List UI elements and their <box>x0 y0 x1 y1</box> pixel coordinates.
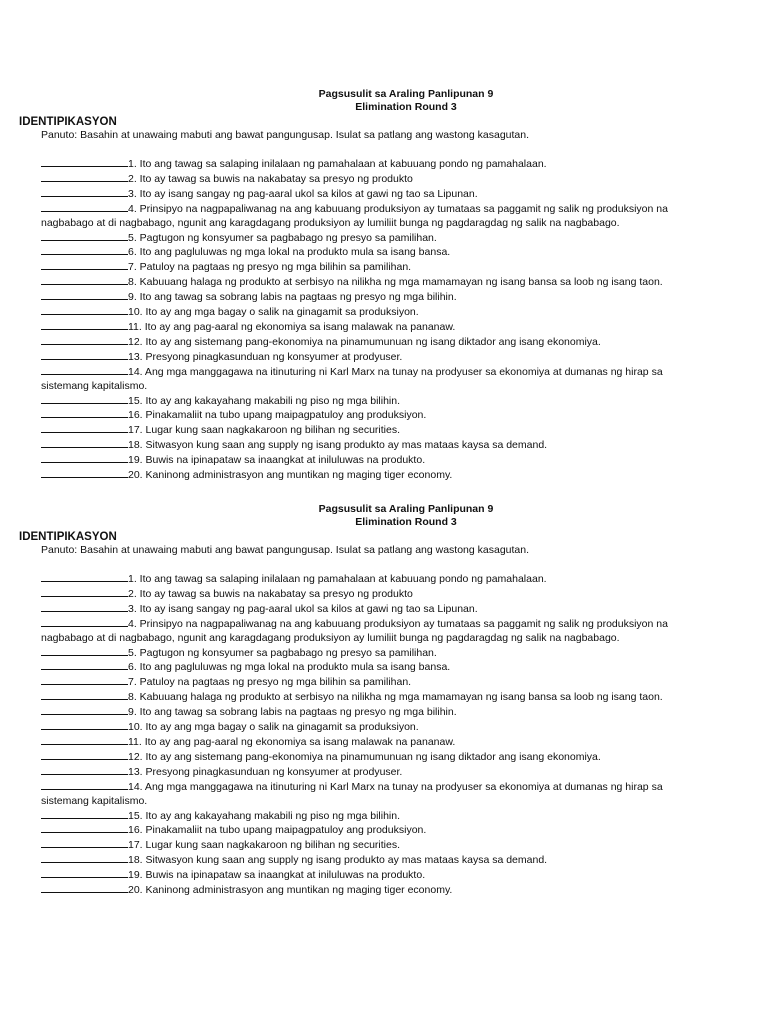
question-item <box>41 365 721 380</box>
question-text: 2. Ito ay tawag sa buwis na nakabatay sa presyo ng produkto <box>128 172 413 185</box>
answer-blank[interactable] <box>41 750 128 760</box>
answer-blank[interactable] <box>41 275 128 285</box>
question-item <box>41 602 721 617</box>
question-item <box>41 453 721 468</box>
question-item <box>41 720 721 735</box>
answer-blank[interactable] <box>41 617 128 627</box>
question-text: 1. Ito ang tawag sa salaping inilalaan ng pamahalaan at kabuuang pondo ng pamahalaan. <box>128 573 547 585</box>
answer-blank[interactable] <box>41 260 128 270</box>
question-item <box>41 157 721 172</box>
question-item <box>41 468 721 483</box>
answer-blank[interactable] <box>41 720 128 730</box>
question-item <box>41 617 721 632</box>
answer-blank[interactable] <box>41 187 128 197</box>
question-item <box>41 853 721 868</box>
question-text: 8. Kabuuang halaga ng produkto at serbisyo na nilikha ng mga mamamayan ng isang bansa sa loob ng isang taon. <box>128 276 663 289</box>
question-text: 9. Ito ang tawag sa sobrang labis na pagtaas ng presyo ng mga bilihin. <box>128 291 457 304</box>
question-text: 2. Ito ay tawag sa buwis na nakabatay sa presyo ng produkto <box>128 587 413 600</box>
question-text: 19. Buwis na ipinapataw sa inaangkat at iniluluwas na produkto. <box>128 869 426 882</box>
question-item <box>41 823 721 838</box>
document-title: Pagsusulit sa Araling Panlipunan 9 <box>318 88 494 100</box>
answer-blank[interactable] <box>41 853 128 863</box>
answer-blank[interactable] <box>41 690 128 700</box>
question-item <box>41 202 721 217</box>
document-subtitle: Elimination Round 3 <box>355 101 457 113</box>
question-text: 11. Ito ay ang pag-aaral ng ekonomiya sa isang malawak na pananaw. <box>128 320 456 333</box>
answer-blank[interactable] <box>41 660 128 670</box>
instructions: Panuto: Basahin at unawaing mabuti ang bawat pangungusap. Isulat sa patlang ang wastong kasagutan. <box>41 129 530 141</box>
question-item <box>41 394 721 409</box>
question-text: 3. Ito ay isang sangay ng pag-aaral ukol sa kilos at gawi ng tao sa Lipunan. <box>128 187 478 200</box>
question-text: 17. Lugar kung saan nagkakaroon ng bilihan ng securities. <box>128 424 401 437</box>
answer-blank[interactable] <box>41 602 128 612</box>
question-text: 20. Kaninong administrasyon ang muntikan ng maging tiger economy. <box>128 884 453 897</box>
answer-blank[interactable] <box>41 394 128 404</box>
question-item <box>41 350 721 365</box>
question-text: 20. Kaninong administrasyon ang muntikan ng maging tiger economy. <box>128 469 453 482</box>
answer-blank[interactable] <box>41 157 128 167</box>
answer-blank[interactable] <box>41 780 128 790</box>
question-item <box>41 838 721 853</box>
question-text: 10. Ito ay ang mga bagay o salik na ginagamit sa produksiyon. <box>128 721 419 734</box>
question-item <box>41 868 721 883</box>
question-list <box>0 572 768 898</box>
answer-blank[interactable] <box>41 172 128 182</box>
question-text: 11. Ito ay ang pag-aaral ng ekonomiya sa isang malawak na pananaw. <box>128 735 456 748</box>
document-title: Pagsusulit sa Araling Panlipunan 9 <box>318 503 494 515</box>
answer-blank[interactable] <box>41 305 128 315</box>
question-text: 4. Prinsipyo na nagpapaliwanag na ang kabuuang produksiyon ay tumataas sa paggamit ng salik ng produksiyon na <box>128 617 668 630</box>
question-item <box>41 690 721 705</box>
answer-blank[interactable] <box>41 365 128 375</box>
question-text: 19. Buwis na ipinapataw sa inaangkat at iniluluwas na produkto. <box>128 454 426 467</box>
answer-blank[interactable] <box>41 883 128 893</box>
question-text: 12. Ito ay ang sistemang pang-ekonomiya na pinamumunuan ng isang diktador ang isang ekonomiya. <box>128 335 601 348</box>
answer-blank[interactable] <box>41 823 128 833</box>
answer-blank[interactable] <box>41 646 128 656</box>
question-item <box>41 260 721 275</box>
answer-blank[interactable] <box>41 290 128 300</box>
instructions: Panuto: Basahin at unawaing mabuti ang bawat pangungusap. Isulat sa patlang ang wastong kasagutan. <box>41 544 530 556</box>
question-item <box>41 305 721 320</box>
question-item <box>41 660 721 675</box>
answer-blank[interactable] <box>41 868 128 878</box>
question-item <box>41 408 721 423</box>
answer-blank[interactable] <box>41 423 128 433</box>
question-text: 3. Ito ay isang sangay ng pag-aaral ukol sa kilos at gawi ng tao sa Lipunan. <box>128 602 478 615</box>
answer-blank[interactable] <box>41 202 128 212</box>
question-item <box>41 646 721 661</box>
answer-blank[interactable] <box>41 231 128 241</box>
question-text-continuation: nagbabago at di nagbabago, ngunit ang karagdagang produksiyon ay lumiliit bunga ng pagdaragdag ng salik na nagbabago. <box>41 216 620 229</box>
document-subtitle: Elimination Round 3 <box>355 516 457 528</box>
answer-blank[interactable] <box>41 675 128 685</box>
question-list <box>0 157 768 483</box>
question-text: 15. Ito ay ang kakayahang makabili ng piso ng mga bilihin. <box>128 809 401 822</box>
question-text: 13. Presyong pinagkasunduan ng konsyumer at prodyuser. <box>128 350 403 363</box>
answer-blank[interactable] <box>41 838 128 848</box>
answer-blank[interactable] <box>41 765 128 775</box>
answer-blank[interactable] <box>41 587 128 597</box>
question-text: 5. Pagtugon ng konsyumer sa pagbabago ng presyo sa pamilihan. <box>128 646 437 659</box>
question-text: 6. Ito ang pagluluwas ng mga lokal na produkto mula sa isang bansa. <box>128 661 451 674</box>
question-item <box>41 750 721 765</box>
question-text-continuation: nagbabago at di nagbabago, ngunit ang karagdagang produksiyon ay lumiliit bunga ng pagdaragdag ng salik na nagbabago. <box>41 631 620 644</box>
question-item <box>41 423 721 438</box>
question-text: 9. Ito ang tawag sa sobrang labis na pagtaas ng presyo ng mga bilihin. <box>128 706 457 719</box>
question-text: 16. Pinakamaliit na tubo upang maipagpatuloy ang produksiyon. <box>128 824 427 837</box>
question-item <box>41 883 721 898</box>
question-text: 15. Ito ay ang kakayahang makabili ng piso ng mga bilihin. <box>128 394 401 407</box>
answer-blank[interactable] <box>41 809 128 819</box>
answer-blank[interactable] <box>41 245 128 255</box>
question-text: 10. Ito ay ang mga bagay o salik na ginagamit sa produksiyon. <box>128 306 419 319</box>
question-text-continuation: sistemang kapitalismo. <box>41 379 148 392</box>
question-text: 12. Ito ay ang sistemang pang-ekonomiya na pinamumunuan ng isang diktador ang isang ekonomiya. <box>128 750 601 763</box>
question-item <box>41 335 721 350</box>
question-text: 14. Ang mga manggagawa na itinuturing ni Karl Marx na tunay na prodyuser sa ekonomiya at dumanas ng hirap sa <box>128 365 663 378</box>
question-text: 4. Prinsipyo na nagpapaliwanag na ang kabuuang produksiyon ay tumataas sa paggamit ng salik ng produksiyon na <box>128 202 668 215</box>
question-text: 6. Ito ang pagluluwas ng mga lokal na produkto mula sa isang bansa. <box>128 246 451 259</box>
question-item <box>41 675 721 690</box>
question-text: 17. Lugar kung saan nagkakaroon ng bilihan ng securities. <box>128 839 401 852</box>
question-item <box>41 245 721 260</box>
title-block <box>0 88 768 114</box>
quiz-section-1 <box>0 88 768 483</box>
question-item <box>41 290 721 305</box>
answer-blank[interactable] <box>41 572 128 582</box>
question-item <box>41 572 721 587</box>
question-text: 18. Sitwasyon kung saan ang supply ng isang produkto ay mas mataas kaysa sa demand. <box>128 854 548 867</box>
answer-blank[interactable] <box>41 408 128 418</box>
question-text: 7. Patuloy na pagtaas ng presyo ng mga bilihin sa pamilihan. <box>128 261 412 274</box>
question-text: 16. Pinakamaliit na tubo upang maipagpatuloy ang produksiyon. <box>128 409 427 422</box>
question-text: 14. Ang mga manggagawa na itinuturing ni Karl Marx na tunay na prodyuser sa ekonomiya at dumanas ng hirap sa <box>128 780 663 793</box>
question-text: 8. Kabuuang halaga ng produkto at serbisyo na nilikha ng mga mamamayan ng isang bansa sa loob ng isang taon. <box>128 691 663 704</box>
question-item <box>41 587 721 602</box>
question-item <box>41 780 721 795</box>
question-text-continuation: sistemang kapitalismo. <box>41 794 148 807</box>
section-heading: IDENTIPIKASYON <box>19 116 117 128</box>
answer-blank[interactable] <box>41 350 128 360</box>
question-item <box>41 275 721 290</box>
quiz-section-2 <box>0 503 768 898</box>
question-item <box>41 438 721 453</box>
question-text: 18. Sitwasyon kung saan ang supply ng isang produkto ay mas mataas kaysa sa demand. <box>128 439 548 452</box>
question-item <box>41 187 721 202</box>
answer-blank[interactable] <box>41 468 128 478</box>
question-item <box>41 705 721 720</box>
answer-blank[interactable] <box>41 320 128 330</box>
question-item <box>41 172 721 187</box>
question-item <box>41 320 721 335</box>
answer-blank[interactable] <box>41 453 128 463</box>
question-text: 7. Patuloy na pagtaas ng presyo ng mga bilihin sa pamilihan. <box>128 676 412 689</box>
answer-blank[interactable] <box>41 735 128 745</box>
question-item <box>41 231 721 246</box>
question-item <box>41 735 721 750</box>
question-text: 13. Presyong pinagkasunduan ng konsyumer at prodyuser. <box>128 765 403 778</box>
question-item <box>41 809 721 824</box>
answer-blank[interactable] <box>41 438 128 448</box>
section-heading: IDENTIPIKASYON <box>19 531 117 543</box>
question-text: 5. Pagtugon ng konsyumer sa pagbabago ng presyo sa pamilihan. <box>128 231 437 244</box>
question-text: 1. Ito ang tawag sa salaping inilalaan ng pamahalaan at kabuuang pondo ng pamahalaan. <box>128 158 547 170</box>
answer-blank[interactable] <box>41 705 128 715</box>
title-block <box>0 503 768 529</box>
answer-blank[interactable] <box>41 335 128 345</box>
question-item <box>41 765 721 780</box>
